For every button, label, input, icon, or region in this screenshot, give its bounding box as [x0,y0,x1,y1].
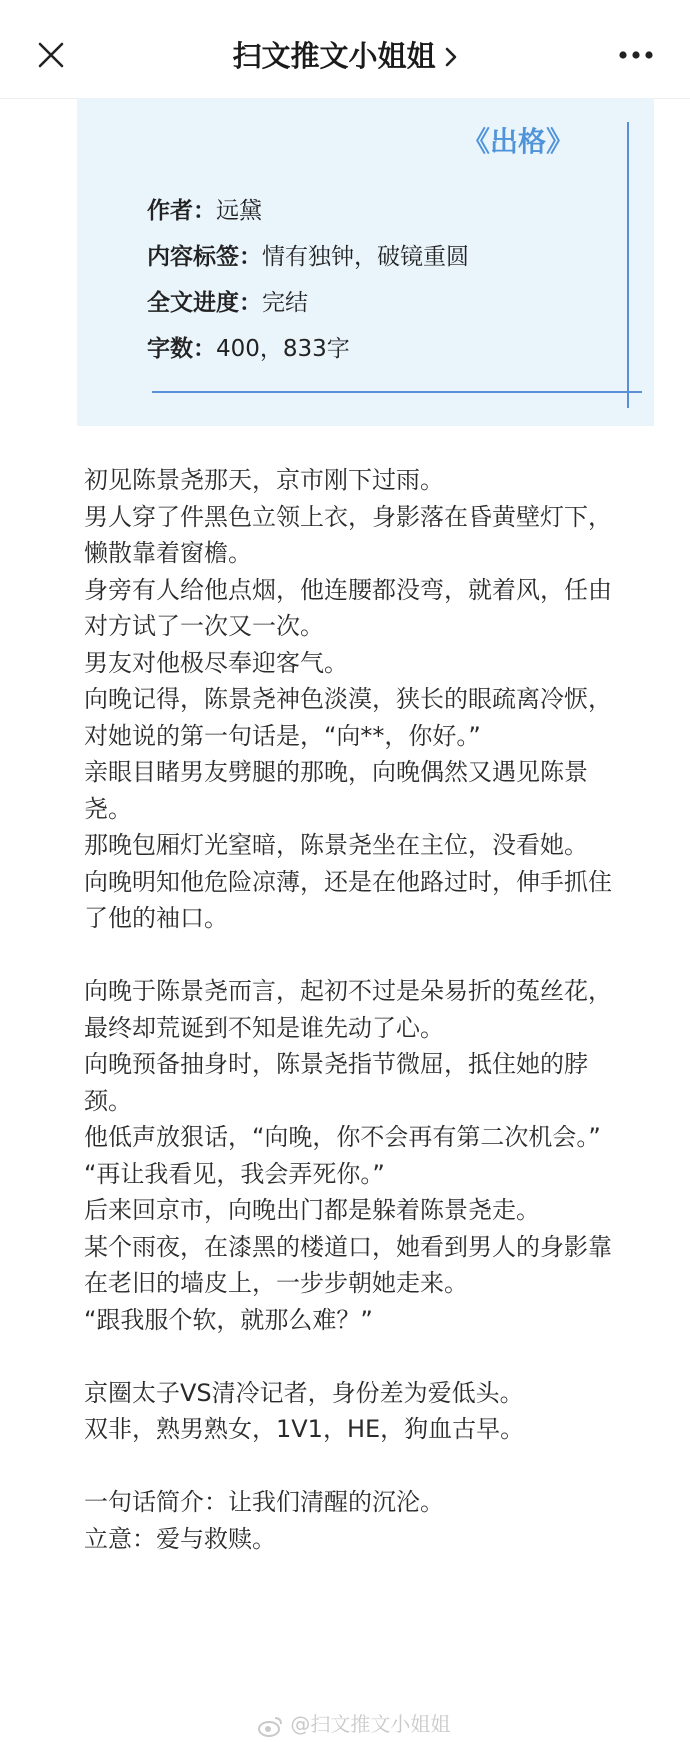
progress-label: 全文进度： [147,290,262,316]
author-value: 远黛 [216,198,262,224]
more-icon[interactable] [618,50,654,60]
decorative-horizontal-line [152,391,642,393]
synopsis-line: 身旁有人给他点烟，他连腰都没弯，就着风，任由对方试了一次又一次。 [84,575,612,640]
decorative-vertical-line [627,122,629,408]
author-label: 作者： [147,198,216,224]
synopsis-line: 双非，熟男熟女，1V1，HE，狗血古早。 [84,1415,525,1443]
tags-label: 内容标签： [147,244,262,270]
synopsis-line: “再让我看见，我会弄死你。” [84,1159,385,1188]
synopsis-line: 某个雨夜，在漆黑的楼道口，她看到男人的身影靠在老旧的墙皮上，一步步朝她走来。 [84,1232,612,1297]
synopsis-line: 向晚明知他危险凉薄，还是在他路过时，伸手抓住了他的袖口。 [84,867,612,932]
weibo-icon [258,1715,284,1737]
word-count-row [147,326,469,372]
synopsis-line: 京圈太子VS清冷记者，身份差为爱低头。 [84,1378,524,1407]
weibo-watermark [258,1712,450,1737]
nav-header [0,0,690,99]
tags-value: 情有独钟，破镜重圆 [262,244,469,270]
synopsis-line: 男人穿了件黑色立领上衣，身影落在昏黄壁灯下，懒散靠着窗檐。 [84,502,612,567]
account-title: 扫文推文小姐姐 [232,39,436,73]
chevron-right-icon [444,38,458,78]
word-count-label: 字数： [147,336,216,362]
book-title: 《出格》 [461,125,574,158]
synopsis-line: 亲眼目睹男友劈腿的那晚，向晚偶然又遇见陈景尧。 [84,758,588,823]
synopsis-line: 立意：爱与救赎。 [84,1524,276,1553]
paragraph-gap [84,1448,624,1485]
synopsis-line: 男友对他极尽奉迎客气。 [84,648,348,677]
paragraph-gap [84,937,624,974]
synopsis-line: 他低声放狠话，“向晚，你不会再有第二次机会。” [84,1123,601,1151]
synopsis-text [84,462,624,1557]
paragraph-gap [84,1338,624,1375]
synopsis-line: “跟我服个软，就那么难？” [84,1305,373,1334]
synopsis-line: 初见陈景尧那天，京市刚下过雨。 [84,466,444,494]
book-meta [147,188,469,372]
synopsis-line: 一句话简介：让我们清醒的沉沦。 [84,1488,444,1516]
author-row [147,188,469,234]
synopsis-line: 那晚包厢灯光窒暗，陈景尧坐在主位，没看她。 [84,831,588,859]
account-title-link[interactable] [0,36,690,78]
progress-value: 完结 [262,290,308,316]
synopsis-line: 向晚于陈景尧而言，起初不过是朵易折的菟丝花，最终却荒诞到不知是谁先动了心。 [84,977,612,1042]
tags-row [147,234,469,280]
synopsis-line: 向晚预备抽身时，陈景尧指节微屈，抵住她的脖颈。 [84,1050,588,1115]
progress-row [147,280,469,326]
word-count-value: 400，833字 [216,336,350,362]
synopsis-line: 后来回京市，向晚出门都是躲着陈景尧走。 [84,1196,540,1224]
book-info-card [77,98,654,426]
synopsis-line: 向晚记得，陈景尧神色淡漠，狭长的眼疏离冷恹，对她说的第一句话是，“向**，你好。” [84,685,612,750]
watermark-text: @扫文推文小姐姐 [290,1712,451,1736]
